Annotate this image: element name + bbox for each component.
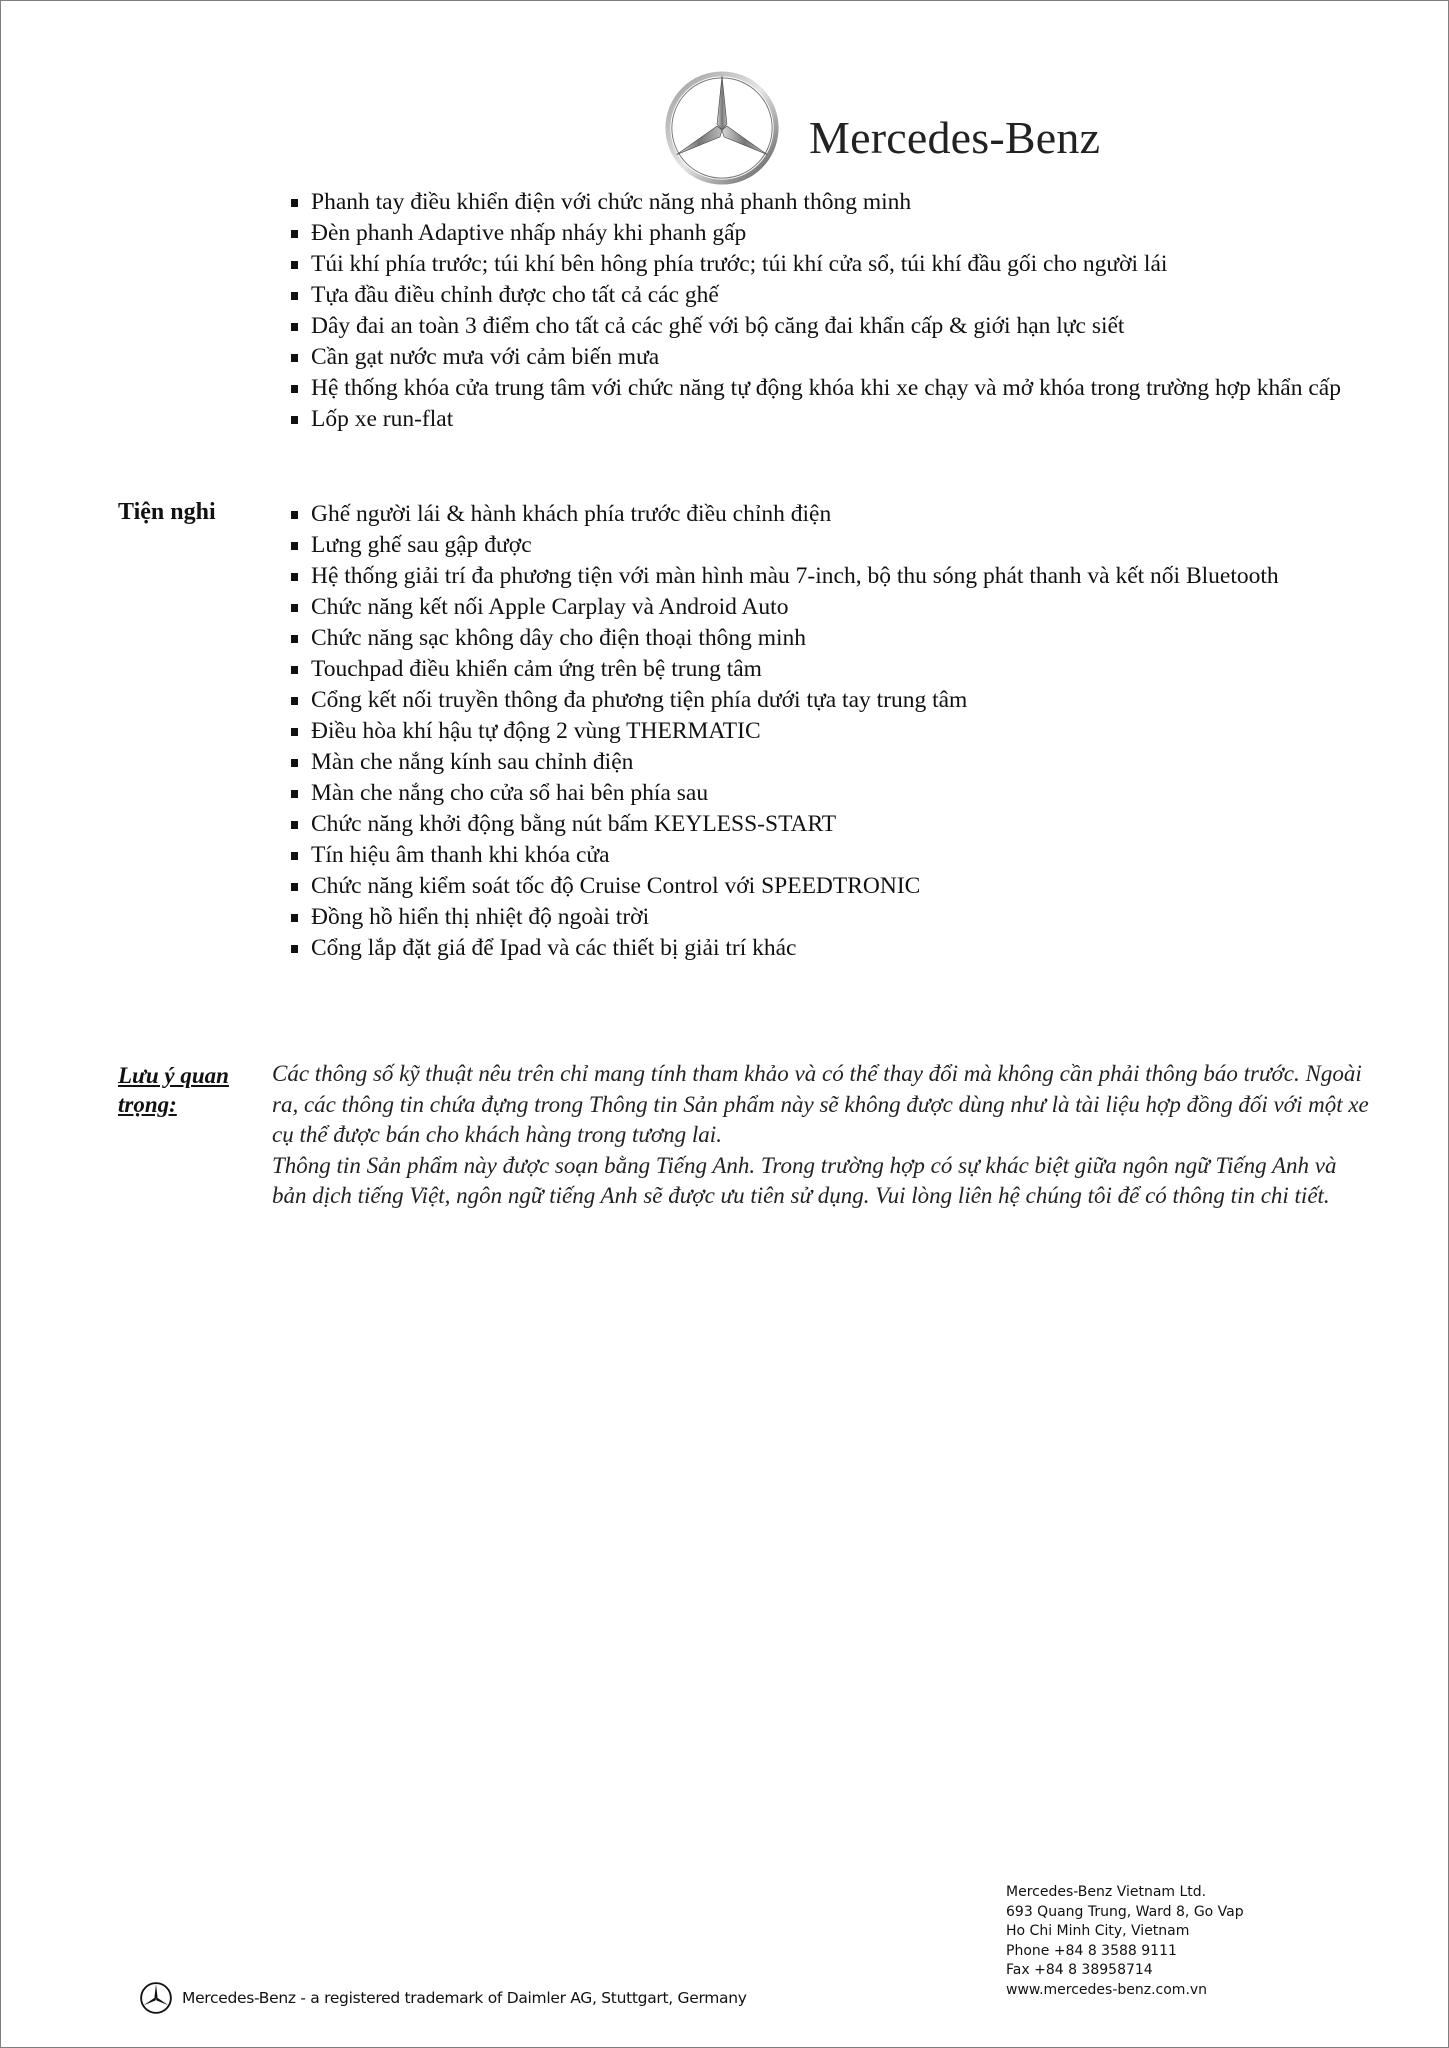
list-item: Màn che nắng cho cửa sổ hai bên phía sau [291,778,1371,809]
section-label-comfort: Tiện nghi [118,499,216,525]
list-item: Hệ thống giải trí đa phương tiện với màn hình màu 7-inch, bộ thu sóng phát thanh và kết nối Bluetooth [291,561,1371,592]
list-item: Màn che nắng kính sau chỉnh điện [291,747,1371,778]
footer-trademark [139,1981,747,2015]
list-item: Túi khí phía trước; túi khí bên hông phía trước; túi khí cửa sổ, túi khí đầu gối cho người lái [291,249,1371,280]
note-paragraph: Các thông số kỹ thuật nêu trên chỉ mang tính tham khảo và có thể thay đổi mà không cần phải thông báo trước. Ngoài ra, các thông tin chứa đựng trong Thông tin Sản phẩm này sẽ không được dùng như là tài liệu hợp đồng đối với một xe cụ thể được bán cho khách hàng trong tương lai. [272,1061,1369,1147]
list-item: Lưng ghế sau gập được [291,530,1371,561]
city-address: Ho Chi Minh City, Vietnam [1006,1923,1190,1939]
list-item: Chức năng kiểm soát tốc độ Cruise Control với SPEEDTRONIC [291,871,1371,902]
three-pointed-star-icon [663,69,781,187]
footer-address [1006,1883,1244,2000]
list-item: Cần gạt nước mưa với cảm biến mưa [291,342,1371,373]
list-item: Chức năng kết nối Apple Carplay và Android Auto [291,592,1371,623]
list-item: Chức năng khởi động bằng nút bấm KEYLESS-START [291,809,1371,840]
important-note-label: Lưu ý quan trọng: [118,1063,229,1117]
list-item: Đồng hồ hiển thị nhiệt độ ngoài trời [291,902,1371,933]
list-item: Ghế người lái & hành khách phía trước điều chỉnh điện [291,499,1371,530]
list-item: Lốp xe run-flat [291,404,1371,435]
brand-wordmark: Mercedes-Benz [809,112,1101,163]
trademark-text: Mercedes-Benz - a registered trademark of Daimler AG, Stuttgart, Germany [182,1989,747,2007]
note-paragraph: Thông tin Sản phẩm này được soạn bằng Tiếng Anh. Trong trường hợp có sự khác biệt giữa ngôn ngữ Tiếng Anh và bản dịch tiếng Việt, ngôn ngữ tiếng Anh sẽ được ưu tiên sử dụng. Vui lòng liên hệ chúng tôi để có thông tin chi tiết. [272,1152,1337,1208]
fax-number: Fax +84 8 38958714 [1006,1962,1153,1978]
three-pointed-star-icon [139,1981,173,2015]
phone-number: Phone +84 8 3588 9111 [1006,1942,1177,1959]
important-note-text [272,1059,1372,1212]
list-item: Dây đai an toàn 3 điểm cho tất cả các ghế với bộ căng đai khẩn cấp & giới hạn lực siết [291,311,1371,342]
list-item: Cổng lắp đặt giá để Ipad và các thiết bị giải trí khác [291,933,1371,964]
company-name: Mercedes-Benz Vietnam Ltd. [1006,1884,1207,1900]
list-item: Đèn phanh Adaptive nhấp nháy khi phanh gấp [291,218,1371,249]
list-item: Hệ thống khóa cửa trung tâm với chức năng tự động khóa khi xe chạy và mở khóa trong trường hợp khẩn cấp [291,373,1371,404]
list-item: Phanh tay điều khiển điện với chức năng nhả phanh thông minh [291,187,1371,218]
header-logo [663,69,1123,187]
list-item: Touchpad điều khiển cảm ứng trên bệ trung tâm [291,654,1371,685]
list-item: Tín hiệu âm thanh khi khóa cửa [291,840,1371,871]
comfort-feature-list [291,499,1371,964]
list-item: Chức năng sạc không dây cho điện thoại thông minh [291,623,1371,654]
list-item: Tựa đầu điều chỉnh được cho tất cả các ghế [291,280,1371,311]
list-item: Điều hòa khí hậu tự động 2 vùng THERMATIC [291,716,1371,747]
list-item: Cổng kết nối truyền thông đa phương tiện phía dưới tựa tay trung tâm [291,685,1371,716]
website-link[interactable]: www.mercedes-benz.com.vn [1006,1981,1208,1998]
safety-feature-list [291,187,1371,435]
street-address: 693 Quang Trung, Ward 8, Go Vap [1006,1903,1244,1920]
